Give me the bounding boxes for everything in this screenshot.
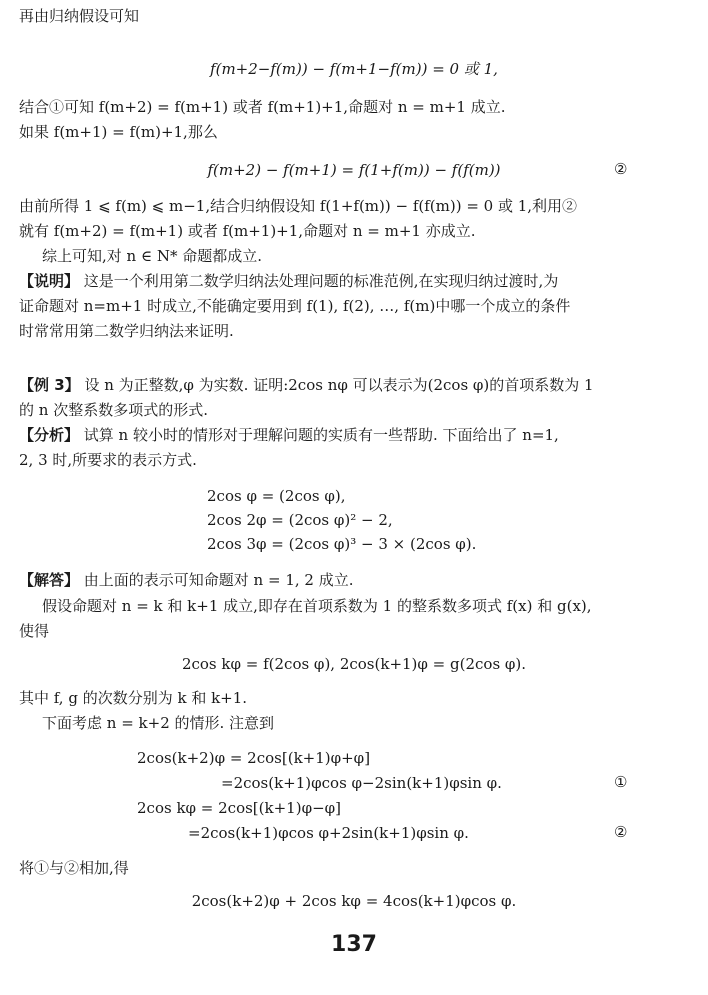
example-text: 设 n 为正整数,φ 为实数. 证明:2cos nφ 可以表示为(2cos φ)的首项系数为 1: [79, 376, 594, 394]
text-line: 下面考虑 n = k+2 的情形. 注意到: [42, 714, 275, 732]
text-line: 使得: [19, 622, 50, 640]
equation-line: f(m+2−f(m)) − f(m+1−f(m)) = 0 或 1,: [210, 60, 498, 78]
note-label: 【说明】: [19, 272, 80, 290]
solution-text: 由上面的表示可知命题对 n = 1, 2 成立.: [79, 571, 354, 589]
equation-number: ②: [614, 823, 628, 841]
solution-line: [19, 570, 353, 590]
text-line: 综上可知,对 n ∈ N* 命题都成立.: [42, 247, 262, 265]
equation-line: 2cos kφ = f(2cos φ), 2cos(k+1)φ = g(2cos φ).: [181, 655, 527, 673]
text-line: 时常常用第二数学归纳法来证明.: [19, 322, 234, 340]
text-line: 结合①可知 f(m+2) = f(m+1) 或者 f(m+1)+1,命题对 n = m+1 成立.: [19, 98, 506, 116]
text-line: 将①与②相加,得: [19, 859, 129, 877]
equation-line: 2cos φ = (2cos φ),: [207, 487, 346, 505]
note-text: 这是一个利用第二数学归纳法处理问题的标准范例,在实现归纳过渡时,为: [79, 272, 559, 290]
equation-line: f(m+2) − f(m+1) = f(1+f(m)) − f(f(m)): [207, 161, 501, 179]
equation-line: 2cos 2φ = (2cos φ)² − 2,: [207, 511, 393, 529]
text-line: 再由归纳假设可知: [19, 7, 140, 25]
solution-label: 【解答】: [19, 571, 80, 589]
example-heading: [19, 375, 594, 395]
page-number: 137: [331, 932, 377, 957]
example-label: 【例 3】: [19, 376, 80, 394]
analysis-text: 试算 n 较小时的情形对于理解问题的实质有一些帮助. 下面给出了 n=1,: [79, 426, 559, 444]
text-line: 证命题对 n=m+1 时成立,不能确定要用到 f(1), f(2), …, f(m)中哪一个成立的条件: [19, 297, 571, 315]
equation-line: 2cos kφ = 2cos[(k+1)φ−φ]: [137, 799, 341, 817]
text-line: 就有 f(m+2) = f(m+1) 或者 f(m+1)+1,命题对 n = m+1 亦成立.: [19, 222, 476, 240]
equation-number: ②: [614, 160, 628, 178]
text-line: 其中 f, g 的次数分别为 k 和 k+1.: [19, 689, 248, 707]
equation-line: =2cos(k+1)φcos φ+2sin(k+1)φsin φ.: [188, 824, 469, 842]
analysis-label: 【分析】: [19, 426, 80, 444]
equation-line: 2cos(k+2)φ + 2cos kφ = 4cos(k+1)φcos φ.: [191, 892, 517, 910]
equation-line: 2cos(k+2)φ = 2cos[(k+1)φ+φ]: [137, 749, 371, 767]
text-line: 假设命题对 n = k 和 k+1 成立,即存在首项系数为 1 的整系数多项式 f(x) 和 g(x),: [42, 597, 592, 615]
text-line: 2, 3 时,所要求的表示方式.: [19, 451, 197, 469]
equation-line: 2cos 3φ = (2cos φ)³ − 3 × (2cos φ).: [207, 535, 477, 553]
equation-line: =2cos(k+1)φcos φ−2sin(k+1)φsin φ.: [221, 774, 502, 792]
text-line: 的 n 次整系数多项式的形式.: [19, 401, 208, 419]
text-line: 如果 f(m+1) = f(m)+1,那么: [19, 123, 218, 141]
analysis-line: [19, 425, 559, 445]
text-line: 由前所得 1 ⩽ f(m) ⩽ m−1,结合归纳假设知 f(1+f(m)) − f(f(m)) = 0 或 1,利用②: [19, 197, 578, 215]
note-line: [19, 271, 558, 291]
equation-number: ①: [614, 773, 628, 791]
